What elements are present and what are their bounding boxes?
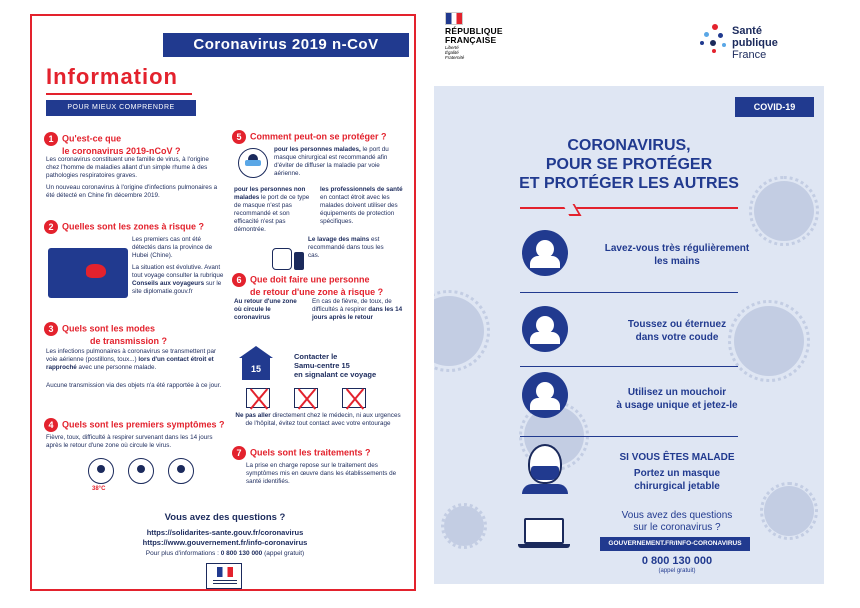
action-wash-hands: Lavez-vous très régulièrement les mains bbox=[604, 243, 750, 267]
section-1-text-2: Un nouveau coronavirus à l'origine d'infections pulmonaires a été détecté en Chine fin décembre 2019. bbox=[46, 184, 218, 199]
cough-elbow-icon bbox=[522, 306, 568, 352]
section-5-text-1: pour les personnes malades, le port du masque chirurgical est recommandé afin d'éviter de diffuser la maladie par voie aérienne. bbox=[274, 146, 389, 177]
if-sick-title: SI VOUS ÊTES MALADE bbox=[619, 452, 735, 463]
breathing-difficulty-icon bbox=[168, 458, 194, 484]
virus-decoration-icon bbox=[434, 296, 484, 366]
spf-dots-icon bbox=[700, 24, 730, 54]
poster-title: Coronavirus 2019 n-CoV bbox=[163, 33, 409, 57]
soap-bottle-icon bbox=[294, 252, 304, 270]
right-poster bbox=[434, 86, 824, 584]
section-5-title: 5 Comment peut-on se protéger ? bbox=[232, 130, 387, 144]
divider bbox=[520, 292, 738, 293]
section-7-title: 7 Quels sont les traitements ? bbox=[232, 446, 371, 460]
divider bbox=[520, 366, 738, 367]
section-5-text-4: Le lavage des mains est recommandé dans tous les cas. bbox=[308, 236, 384, 259]
section-3-text-2: Aucune transmission via des objets n'a été rapportée à ce jour. bbox=[46, 382, 222, 389]
republique-francaise-logo: RÉPUBLIQUE FRANÇAISE Liberté Égalité Fraternité bbox=[445, 12, 503, 60]
fever-icon bbox=[88, 458, 114, 484]
section-2-text-1: Les premiers cas ont été détectés dans la province de Hubei (Chine). bbox=[132, 236, 213, 259]
action-cough-elbow: Toussez ou éternuez dans votre coude bbox=[627, 319, 727, 343]
section-6-warning: Ne pas aller directement chez le médecin, ni aux urgences de l'hôpital, évitez tout contact avec votre entourage bbox=[235, 412, 401, 427]
section-6-text-1: Au retour d'une zone où circule le coronavirus bbox=[234, 298, 297, 321]
section-2-title: 2 Quelles sont les zones à risque ? bbox=[44, 220, 204, 234]
section-5-text-2: pour les personnes non malades le port de ce type de masque n'est pas recommandé et son efficacité n'est pas démontrée. bbox=[234, 186, 310, 233]
questions-heading: Vous avez des questions ? bbox=[164, 512, 286, 523]
section-5-text-3: les professionnels de santé en contact étroit avec les malades doivent utiliser des équipements de protection spécifiques. bbox=[320, 186, 403, 225]
action-tissue: Utilisez un mouchoir à usage unique et jetez-le bbox=[616, 387, 738, 411]
laptop-icon bbox=[524, 518, 564, 544]
speech-tail-icon bbox=[563, 204, 582, 216]
url-solidarites[interactable]: https://solidarites-sante.gouv.fr/coronavirus bbox=[146, 528, 304, 537]
no-contact-icon bbox=[342, 388, 366, 408]
covid-19-tag: COVID-19 bbox=[735, 97, 814, 117]
section-2-text-2: La situation est évolutive. Avant tout voyage consulter la rubrique Conseils aux voyageurs sur le site diplomatie.gouv.fr bbox=[132, 264, 224, 295]
phone-number: 0 800 130 000 bbox=[641, 555, 713, 567]
section-3-title: 3 Quels sont les modes de transmission ? bbox=[44, 322, 167, 347]
laptop-base bbox=[518, 544, 570, 548]
section-1-title: 1 Qu'est-ce que le coronavirus 2019-nCoV ? bbox=[44, 132, 181, 157]
masked-face-icon bbox=[522, 444, 568, 494]
section-number: 1 bbox=[44, 132, 58, 146]
no-hospital-icon bbox=[294, 388, 318, 408]
heading-underline bbox=[46, 93, 192, 95]
section-4-title: 4 Quels sont les premiers symptômes ? bbox=[44, 418, 225, 432]
hand-washing-icon bbox=[272, 248, 292, 270]
section-1-text-1: Les coronavirus constituent une famille de virus, à l'origine chez l'homme de maladies allant d'un simple rhume à des pathologies respiratoires graves. bbox=[46, 156, 209, 179]
section-4-text: Fièvre, toux, difficulté à respirer survenant dans les 14 jours après le retour d'une zone où circule le virus. bbox=[46, 434, 213, 449]
main-title: CORONAVIRUS, POUR SE PROTÉGER ET PROTÉGER LES AUTRES bbox=[519, 137, 739, 192]
phone-line: Pour plus d'informations : 0 800 130 000 (appel gratuit) bbox=[145, 550, 305, 557]
phone-note: (appel gratuit) bbox=[658, 568, 696, 574]
questions-text: Vous avez des questions sur le coronavirus ? bbox=[621, 510, 733, 533]
hand-washing-icon bbox=[522, 230, 568, 276]
left-poster bbox=[30, 14, 416, 591]
gouvernement-url-bar[interactable]: GOUVERNEMENT.FR/INFO-CORONAVIRUS bbox=[600, 537, 750, 551]
section-6-call-text: Contacter le Samu-centre 15 en signalant ce voyage bbox=[294, 352, 377, 379]
information-heading: Information bbox=[46, 64, 178, 89]
divider bbox=[520, 436, 738, 437]
section-3-text-1: Les infections pulmonaires à coronavirus se transmettent par voie aérienne (postillons, toux...) lors d'un contact étroit et rapproché avec une personne malade. bbox=[46, 348, 217, 371]
ministry-logo bbox=[206, 563, 242, 589]
section-7-text: La prise en charge repose sur le traitement des symptômes mis en œuvre dans les établissements de santé identifiés. bbox=[246, 462, 397, 485]
section-6-text-2: En cas de fièvre, de toux, de difficultés à respirer dans les 14 jours après le retour bbox=[312, 298, 403, 321]
china-map-icon bbox=[48, 248, 128, 298]
url-gouvernement[interactable]: https://www.gouvernement.fr/info-coronavirus bbox=[142, 538, 308, 547]
subheading-bar: POUR MIEUX COMPRENDRE bbox=[46, 100, 196, 116]
samu-house-icon: 15 bbox=[239, 346, 273, 380]
thermometer-icon bbox=[414, 316, 416, 346]
french-flag-icon bbox=[445, 12, 463, 25]
no-doctor-icon bbox=[246, 388, 270, 408]
virus-decoration-icon bbox=[444, 506, 484, 546]
tissue-icon bbox=[522, 372, 568, 418]
if-sick-text: Portez un masque chirurgical jetable bbox=[633, 468, 721, 492]
title-underline bbox=[520, 207, 738, 209]
cough-icon bbox=[128, 458, 154, 484]
masked-person-icon bbox=[238, 148, 268, 178]
section-6-title: 6 Que doit faire une personne de retour d'une zone à risque ? bbox=[232, 273, 383, 298]
temperature-label: 38°C bbox=[92, 486, 106, 492]
